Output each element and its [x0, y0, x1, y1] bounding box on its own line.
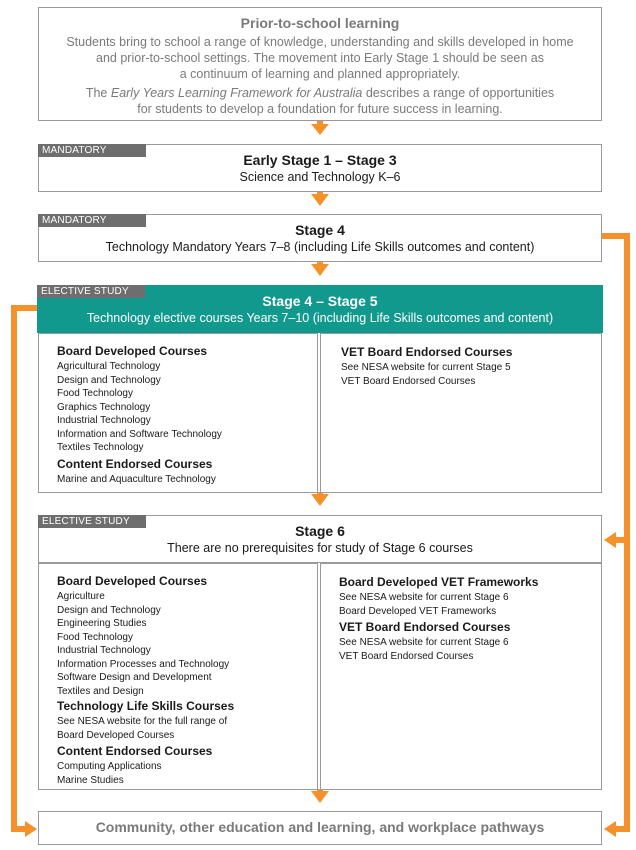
list-item: Marine and Aquaculture Technology	[57, 473, 216, 485]
list-item: See NESA website for current Stage 5	[341, 362, 511, 373]
stage45-left-column	[38, 333, 318, 493]
course-list	[339, 591, 601, 618]
stage45-tag: ELECTIVE STUDY	[37, 285, 145, 298]
stage4-tag: MANDATORY STUDY	[38, 214, 146, 227]
arrow-down-5	[311, 791, 329, 803]
course-list	[57, 760, 317, 787]
prior-para2-suffix: describes a range of opportunities	[362, 86, 555, 100]
list-item: Design and Technology	[57, 604, 161, 616]
list-item: Board Developed VET Frameworks	[339, 605, 497, 617]
list-item: Board Developed Courses	[57, 729, 175, 741]
list-item: See NESA website for the full range of	[57, 716, 228, 727]
arrow-down-2	[311, 194, 329, 206]
stage6-title: Stage 6	[295, 523, 345, 539]
group-title: VET Board Endorsed Courses	[339, 620, 511, 634]
prior-para1-line3: a continuum of learning and planned appropriately.	[179, 67, 461, 81]
course-list	[339, 636, 601, 663]
prior-para1-line1: Students bring to school a range of knowledge, understanding and skills developed in home	[66, 35, 574, 49]
list-item: Textiles Technology	[57, 442, 144, 453]
stage6-right-group-0	[339, 575, 601, 618]
arrow-left-community-right	[604, 821, 616, 837]
list-item: Engineering Studies	[57, 618, 147, 629]
prior-para2-prefix: The	[85, 86, 111, 100]
prior-title: Prior-to-school learning	[240, 15, 400, 31]
stage45-title: Stage 4 – Stage 5	[262, 293, 378, 309]
list-item: Agricultural Technology	[57, 361, 161, 372]
stage45-right-group-0	[341, 345, 601, 388]
list-item: Software Design and Development	[57, 672, 212, 683]
eylf-title: Early Years Learning Framework for Australia	[110, 86, 363, 100]
group-title: Board Developed Courses	[57, 574, 208, 588]
course-list	[57, 590, 317, 698]
list-item: Industrial Technology	[57, 415, 151, 426]
list-item: Information and Software Technology	[57, 428, 222, 440]
prior-para1-line2: and prior-to-school settings. The movement into Early Stage 1 should be seen as	[96, 51, 544, 65]
stage6-subtitle: There are no prerequisites for study of Stage 6 courses	[167, 541, 473, 555]
stage6-left-group-2	[57, 744, 317, 787]
stage6-right-column	[320, 563, 602, 790]
arrow-down-4	[311, 494, 329, 506]
stage6-left-group-1	[57, 699, 317, 742]
stage6-left-column	[38, 563, 318, 790]
list-item: See NESA website for current Stage 6	[339, 637, 509, 648]
list-item: See NESA website for current Stage 6	[339, 592, 509, 603]
group-title: VET Board Endorsed Courses	[341, 345, 513, 359]
stage4-title: Stage 4	[295, 222, 345, 238]
prior-to-school-box	[38, 7, 602, 121]
arrow-down-3	[311, 264, 329, 276]
arrow-right-community-left	[25, 821, 37, 837]
stage45-subtitle: Technology elective courses Years 7–10 (including Life Skills outcomes and content)	[86, 311, 554, 325]
stage4-subtitle: Technology Mandatory Years 7–8 (including Life Skills outcomes and content)	[105, 240, 535, 254]
list-item: Design and Technology	[57, 374, 161, 386]
stage6-tag: ELECTIVE STUDY	[38, 515, 146, 528]
stage45-left-group-0	[57, 344, 317, 455]
community-title: Community, other education and learning, and workplace pathways	[95, 819, 545, 835]
course-list	[341, 361, 601, 388]
list-item: Food Technology	[57, 631, 133, 643]
arrow-down-1	[311, 124, 329, 135]
early-stage-tag: MANDATORY STUDY	[38, 144, 146, 157]
course-list	[57, 473, 317, 487]
list-item: Computing Applications	[57, 761, 162, 772]
list-item: Graphics Technology	[57, 401, 151, 413]
stage6-left-group-0	[57, 574, 317, 698]
community-box	[38, 811, 602, 845]
group-title: Technology Life Skills Courses	[57, 699, 235, 713]
group-title: Board Developed VET Frameworks	[339, 575, 539, 589]
prior-paragraph-1	[39, 34, 601, 82]
stage45-right-column	[320, 333, 602, 493]
prior-paragraph-2	[39, 85, 601, 117]
prior-para2-line2: for students to develop a foundation for future success in learning.	[137, 102, 503, 116]
early-stage-title: Early Stage 1 – Stage 3	[243, 152, 397, 168]
list-item: Marine Studies	[57, 774, 124, 786]
early-stage-subtitle: Science and Technology K–6	[239, 170, 401, 184]
list-item: Food Technology	[57, 388, 133, 399]
prior-para2-line1	[39, 85, 601, 101]
group-title: Board Developed Courses	[57, 344, 208, 358]
list-item: VET Board Endorsed Courses	[341, 375, 476, 387]
list-item: Information Processes and Technology	[57, 658, 230, 670]
stage45-left-group-1	[57, 457, 317, 487]
arrow-left-stage6	[604, 532, 616, 548]
course-list	[57, 360, 317, 455]
group-title: Content Endorsed Courses	[57, 456, 213, 471]
group-title: Content Endorsed Courses	[57, 744, 213, 758]
list-item: Agriculture	[57, 591, 105, 602]
stage6-right-group-1	[339, 620, 601, 663]
list-item: Textiles and Design	[57, 685, 144, 697]
list-item: Industrial Technology	[57, 645, 151, 656]
list-item: VET Board Endorsed Courses	[339, 650, 474, 662]
course-list	[57, 715, 317, 742]
